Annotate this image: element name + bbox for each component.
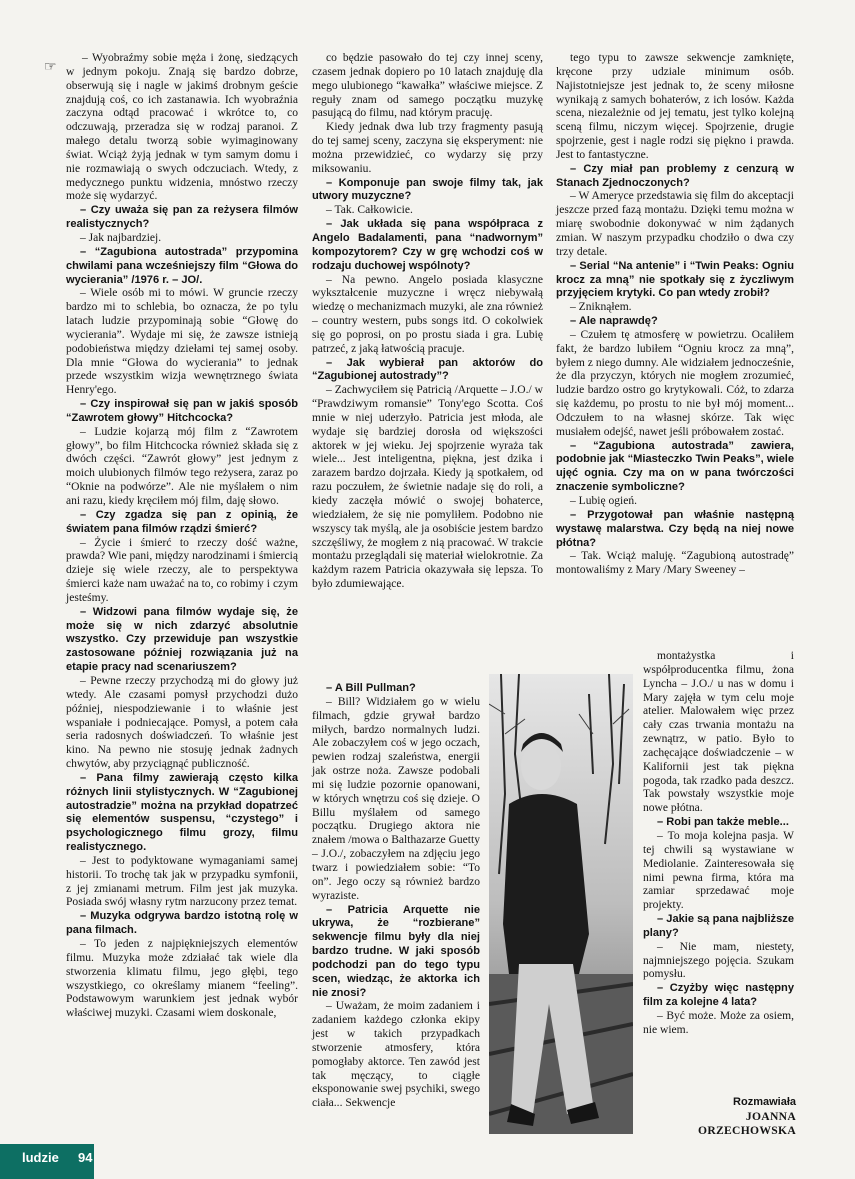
interview-answer: – Lubię ogień. — [570, 495, 638, 507]
interview-question: – Serial “Na antenie” i “Twin Peaks: Ogniu krocz za mną” nie spotkały się z życzliwym przyjęciem krytyki. Co pan wtedy zrobił? — [556, 259, 794, 300]
interview-question: – Przygotował pan właśnie następną wystawę malarstwa. Czy będą na niej nowe płótna? — [556, 508, 794, 549]
column-3-beside-photo — [643, 650, 794, 1038]
interview-question: – Ale naprawdę? — [570, 315, 658, 328]
column-1 — [66, 52, 298, 1021]
interview-answer: – Bill? Widziałem go w wielu filmach, gdzie grywał bardzo miłych, bardzo normalnych ludzi. Ale zobaczyłem coś w jego oczach, pewien rodzaj szaleństwa, energii jak ostrze noża. Zawsze podobali mi się ludzie pozornie opanowani, w których wnętrzu coś się dzieje. O Billu myślałem od samego początku. Drugiego aktora nie znałem /mowa o Balthazarze Guetty – J.O./, zobaczyłem na zdjęciu jego twarz i powiedziałem sobie: “To on”. Jego oczy są również bardzo wyraziste. — [312, 695, 480, 902]
interview-answer: tego typu to zawsze sekwencje zamknięte, kręcone przy udziale minimum osób. Najistotniejsze jest jednak to, że sceny miłosne wynikają z samych bohaterów, z ich losów. Każda scena, niezależnie od jej tematu, jest tylko kolejną sceną filmu, niczym więcej. Spojrzenie, drugie spojrzenie, gest i nagle rodzi się piękno i prawda. Jest to fantastyczne. — [556, 52, 794, 161]
interview-question: – Jakie są pana najbliższe plany? — [643, 913, 794, 939]
page-number: 94 — [78, 1150, 93, 1165]
interview-answer: – Na pewno. Angelo posiada klasyczne wykształcenie muzyczne i wręcz niebywałą wiedzę o mechanizmach muzyki, ale zna również – country western, pubs songs itd. O cokolwiek się go poprosi, on po prostu siada i gra. Lubię patrzeć, z jaką łatwością pracuje. — [312, 273, 543, 355]
interview-answer: – Być może. Może za osiem, nie wiem. — [643, 1009, 794, 1036]
portrait-photo — [489, 674, 633, 1134]
interview-question: – Czy inspirował się pan w jakiś sposób “Zawrotem głowy” Hitchcocka? — [66, 398, 298, 424]
interview-question: – A Bill Pullman? — [326, 682, 416, 694]
interview-question: – Patricia Arquette nie ukrywa, że “rozbierane” sekwencje filmu były dla niej bardzo trudne. W jaki sposób podchodzi pan do tego typu scen, wiedząc, że aktorka ich nie znosi? — [312, 903, 480, 999]
interview-question: – Czy zgadza się pan z opinią, że światem pana filmów rządzi śmierć? — [66, 508, 298, 535]
interview-answer: – To moja kolejna pasja. W tej chwili są wystawiane w Mediolanie. Zainteresowała się nimi pewna firma, która ma zamiar sprzedawać moje projekty. — [643, 829, 794, 912]
interview-answer: – Jak najbardziej. — [80, 231, 162, 244]
interview-answer: – Pewne rzeczy przychodzą mi do głowy już wtedy. Ale czasami pomysł przychodzi dużo później, niespodziewanie i to właśnie jest wspaniałe i podniecające. Pomysł, a potem cała seria radosnych doświadczeń. To właśnie jest kino. Na pewno nie stosuję jednak żadnych chwytów, aby przyciągnąć publiczność. — [66, 674, 298, 771]
interview-question: – Czy miał pan problemy z cenzurą w Stanach Zjednoczonych? — [556, 162, 794, 189]
interview-answer: – Uważam, że moim zadaniem i zadaniem każdego członka ekipy jest w takich przypadkach stworzenie atmosfery, która pomogłaby aktorce. Ten zawód jest tak męczący, to ciągłe eksponowanie swej psychiki, swego ciała... Sekwencje — [312, 1000, 480, 1110]
interview-question: – Komponuje pan swoje filmy tak, jak utwory muzyczne? — [312, 176, 543, 203]
interview-answer: – Jest to podyktowane wymaganiami samej historii. To trochę tak jak w przypadku symfonii, z jej zmianami metrum. Film jest jak muzyka. Posiada swój własny rytm narzucony przez temat. — [66, 854, 298, 909]
pointing-hand-icon: ☞ — [44, 60, 57, 75]
interview-answer: – Tak. Wciąż maluję. “Zagubioną autostradę” montowaliśmy z Mary /Mary Sweeney – — [556, 550, 794, 577]
interview-answer: – Życie i śmierć to rzeczy dość ważne, prawda? Wie pani, między narodzinami i śmiercią dzieje się wiele rzeczy, ale to perspektywa śmierci każe nam uważać na to, co robimy i czym jesteśmy. — [66, 536, 298, 604]
interview-question: – Czy uważa się pan za reżysera filmów realistycznych? — [66, 204, 298, 231]
interview-question: – Widzowi pana filmów wydaje się, że może się w nich zdarzyć absolutnie wszystko. Czy przewiduje pan wszystkie zastosowane później rozwiązania już na etapie pracy nad scenariuszem? — [66, 605, 298, 674]
magazine-brand: ludzie — [22, 1150, 59, 1165]
portrait-photo-illustration — [489, 674, 633, 1134]
interview-question: – Robi pan także meble... — [657, 816, 789, 829]
interview-answer: – Wiele osób mi to mówi. W gruncie rzeczy bardzo mi to schlebia, bo oznacza, że po tylu latach ludzie przypominają sobie “Głowę do wycierania”. Wydaje mi się, że zawsze istnieją podobieństwa między dziełami tej samej osoby. Dla mnie “Głowa do wycierania” to jednak przede wszystkim wizja wewnętrznego świata Henry'ego. — [66, 287, 298, 397]
interview-answer: – Zachwyciłem się Patricią /Arquette – J.O./ w “Prawdziwym romansie” Tony'ego Scotta. Coś mnie w niej uderzyło. Patricia jest młoda, ale wydaje się bardziej dorosła od większości aktorek w jej wieku. Jej spojrzenie wyraża tak wiele... Jest inteligentna, piękna, jest dzika i zarazem bardzo dojrzała. Kiedy ją spotkałem, od razu poczułem, że świetnie nadaje się do roli, a kiedy zaczęła mówić o swojej bohaterce, wiedziałem, że się nie pomyliłem. Podobno nie wszyscy tak myślą, ale ja osobiście jestem bardzo szczęśliwy, że mogłem z nią pracować. W trakcie montażu przeglądali się materiał wielokrotnie. Za każdym razem Patricia okazywała się lepsza. To było zdumiewające. — [312, 384, 543, 591]
signoff-name-first: JOANNA — [745, 1109, 796, 1123]
interview-question: – Czyżby więc następny film za kolejne 4 lata? — [643, 982, 794, 1009]
interview-answer: – Zniknąłem. — [570, 301, 632, 314]
column-2-beside-photo — [312, 682, 480, 1111]
interview-answer: co będzie pasowało do tej czy innej sceny, czasem jednak dopiero po 10 latach znajduję dla mego ulubionego “kawałka” właściwe miejsce. Z reguły znam od samego początku muzykę pasującą do filmu, nad którym pracuję. — [312, 52, 543, 120]
interview-question: – Pana filmy zawierają często kilka różnych linii stylistycznych. W “Zagubionej autostradzie” można na przykład dopatrzeć się elementów suspensu, “czystego” i psychologicznego filmu grozy, filmu realistycznego. — [66, 771, 298, 854]
interview-answer: Kiedy jednak dwa lub trzy fragmenty pasują do tej samej sceny, zaczyna się eksperyment: nie można przewidzieć, co wydarzy się przy miksowaniu. — [312, 121, 543, 175]
column-2 — [312, 52, 543, 592]
interview-answer: – To jeden z najpiękniejszych elementów filmu. Muzyka może zdziałać tak wiele dla stworzenia klimatu filmu, jego głębi, tego wszystkiego, co określamy mianem “feeling”. Podstawowym warunkiem jest jednak wybór właściwej muzyki. Czasami wiem doskonale, — [66, 938, 298, 1020]
interview-question: – “Zagubiona autostrada” zawiera, podobnie jak “Miasteczko Twin Peaks”, wiele ujęć ognia. Czy ma on w pana twórczości znaczenie symboliczne? — [556, 439, 794, 494]
signoff-name-last: ORZECHOWSKA — [698, 1123, 796, 1137]
column-3 — [556, 52, 794, 578]
interviewer-signoff — [650, 1096, 796, 1138]
interview-question: – “Zagubiona autostrada” przypomina chwilami pana wcześniejszy film “Głowa do wycierania” /1976 r. – JO/. — [66, 245, 298, 286]
interview-question: – Jak układa się pana współpraca z Angelo Badalamenti, pana “nadwornym” kompozytorem? Czy w grę wchodzi coś w rodzaju duchowej wspólnoty? — [312, 218, 543, 272]
interview-answer: – Nie mam, niestety, najmniejszego pojęcia. Szukam pomysłu. — [643, 940, 794, 981]
interview-question: – Muzyka odgrywa bardzo istotną rolę w pana filmach. — [66, 910, 298, 937]
interview-answer: – Czułem tę atmosferę w powietrzu. Ocaliłem fakt, że bardzo lubiłem “Ogniu krocz za mną”, byłem z niego dumny. Ale widziałem jednocześnie, że dla przyczyn, których nie mogłem zrozumieć, ludzie bardzo ostro go krytykowali. Cóż, to zdarza się każdemu, po prostu to nie był mój moment... Odczułem to na własnej skórze. Tak więc musiałem odejść, nawet jeśli próbowałem zostać. — [556, 328, 794, 438]
interview-answer: montażystka i współproducentka filmu, żona Lyncha – J.O./ u nas w domu i Mary zajęła w tym celu moje atelier. Malowałem więc przez cały czas trwania montażu na zewnątrz, w patio. Było to zachęcające doświadczenie – w Kalifornii jest tak piękna pogoda, tak rzadko pada deszcz. Tak powstały wszystkie moje nowe płótna. — [643, 650, 794, 815]
interview-question: – Jak wybierał pan aktorów do “Zagubionej autostrady”? — [312, 356, 543, 383]
interview-answer: – Wyobraźmy sobie męża i żonę, siedzących w jednym pokoju. Znają się bardzo dobrze, obserwują się i nagle w jakimś drobnym geście znajdują coś, co ich zastanawia. Ich wyobraźnia zaczyna odtąd pracować i wkrótce to, co odczuwają, przeradza się w rodzaj paranoi. Z małego detalu tworzą sobie wyimaginowany świat. Wciąż żyją jednak w tym samym domu i nie rozmawiają o swych odczuciach. Wtedy, z medycznego punktu widzenia, mnóstwo rzeczy może się wydarzyć. — [66, 52, 298, 203]
signoff-label: Rozmawiała — [733, 1096, 796, 1108]
interview-answer: – Tak. Całkowicie. — [326, 204, 413, 217]
interview-answer: – W Ameryce przedstawia się film do akceptacji jeszcze przed fazą montażu. Dzięki temu można w miarę swobodnie dokonywać w nim żądanych zmian. W naszym przypadku chodziło o dwa czy trzy detale. — [556, 190, 794, 258]
interview-answer: – Ludzie kojarzą mój film z “Zawrotem głowy”, bo film Hitchcocka również składa się z dwóch części. “Zawrót głowy” jest jednym z moich ulubionych filmów tego reżysera, zaraz po “Oknie na podwórze”. Ale nie myślałem o nim ani razu, kiedy kręciłem mój film, daję słowo. — [66, 425, 298, 507]
